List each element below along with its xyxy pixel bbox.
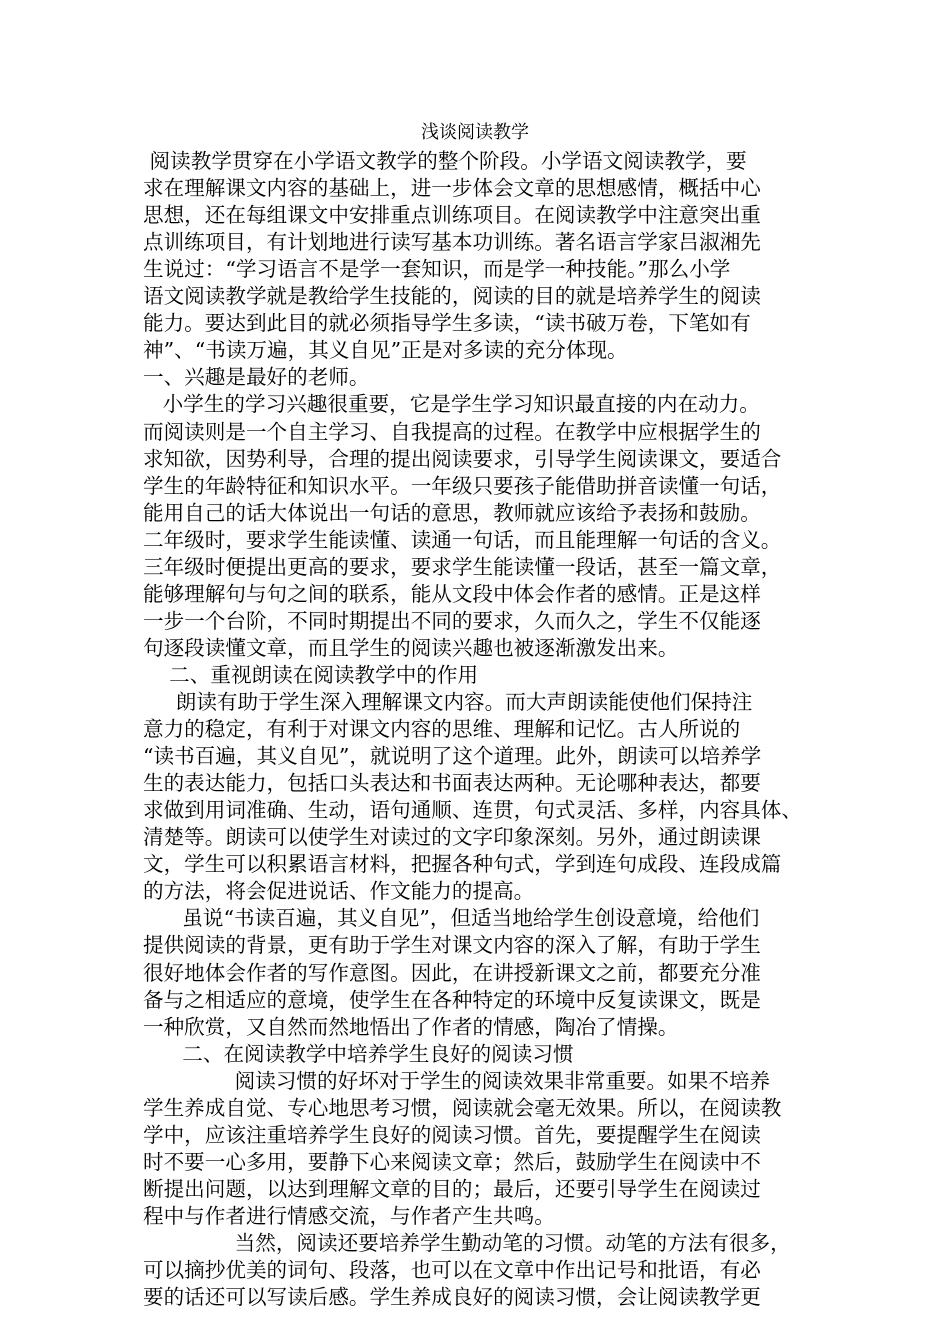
text-line: 要的话还可以写读后感。学生养成良好的阅读习惯，会让阅读教学更	[143, 1285, 761, 1310]
text-line: 当然，阅读还要培养学生勤动笔的习惯。动笔的方法有很多，	[143, 1231, 791, 1255]
text-line: 二年级时，要求学生能读懂、读通一句话，而且能理解一句话的含义。	[143, 527, 782, 552]
text-line: 生说过：“学习语言不是学一套知识，而是学一种技能。”那么小学	[143, 257, 731, 282]
text-line: 程中与作者进行情感交流，与作者产生共鸣。	[143, 1203, 555, 1228]
text-line: 二、重视朗读在阅读教学中的作用	[143, 662, 479, 687]
text-line: 一步一个台阶，不同时期提出不同的要求，久而久之，学生不仅能逐	[143, 608, 761, 633]
text-line: 很好地体会作者的写作意图。因此，在讲授新课文之前，都要充分准	[143, 960, 761, 985]
text-line: 能力。要达到此目的就必须指导学生多读，“读书破万卷，下笔如有	[143, 311, 751, 336]
text-line: 阅读教学贯穿在小学语文教学的整个阶段。小学语文阅读教学，要	[143, 149, 747, 173]
text-line: 三年级时便提出更高的要求，要求学生能读懂一段话，甚至一篇文章，	[143, 554, 782, 579]
text-line: 清楚等。朗读可以使学生对读过的文字印象深刻。另外，通过朗读课	[143, 825, 761, 850]
text-line: 的方法，将会促进说话、作文能力的提高。	[143, 879, 535, 904]
text-line: 时不要一心多用，要静下心来阅读文章；然后，鼓励学生在阅读中不	[143, 1149, 761, 1174]
text-line: 一、兴趣是最好的老师。	[143, 365, 370, 390]
text-line: 朗读有助于学生深入理解课文内容。而大声朗读能使他们保持注	[143, 690, 753, 714]
text-line: 小学生的学习兴趣很重要，它是学生学习知识最直接的内在动力。	[143, 392, 760, 417]
text-line: 点训练项目，有计划地进行读写基本功训练。著名语言学家吕淑湘先	[143, 230, 761, 255]
text-line: 生的表达能力，包括口头表达和书面表达两种。无论哪种表达，都要	[143, 771, 761, 796]
text-line: 二、在阅读教学中培养学生良好的阅读习惯	[143, 1041, 574, 1066]
text-line: 阅读习惯的好坏对于学生的阅读效果非常重要。如果不培养	[143, 1068, 771, 1093]
text-line: 可以摘抄优美的词句、段落，也可以在文章中作出记号和批语，有必	[143, 1258, 761, 1283]
text-line: 备与之相适应的意境，使学生在各种特定的环境中反复读课文，既是	[143, 987, 761, 1012]
text-line: 学生养成自觉、专心地思考习惯，阅读就会毫无效果。所以，在阅读教	[143, 1095, 782, 1120]
text-line: 提供阅读的背景，更有助于学生对课文内容的深入了解，有助于学生	[143, 933, 761, 958]
document-title: 浅谈阅读教学	[421, 122, 529, 143]
text-line: 文，学生可以积累语言材料，把握各种句式，学到连句成段、连段成篇	[143, 852, 782, 877]
text-line: 能够理解句与句之间的联系，能从文段中体会作者的感情。正是这样	[143, 581, 761, 606]
text-line: “读书百遍，其义自见”，就说明了这个道理。此外，朗读可以培养学	[143, 744, 762, 769]
text-line: 求知欲，因势利导，合理的提出阅读要求，引导学生阅读课文，要适合	[143, 446, 782, 471]
text-line: 而阅读则是一个自主学习、自我提高的过程。在教学中应根据学生的	[143, 419, 761, 444]
text-line: 学中，应该注重培养学生良好的阅读习惯。首先，要提醒学生在阅读	[143, 1122, 761, 1147]
text-line: 求做到用词准确、生动，语句通顺、连贯，句式灵活、多样，内容具体、	[143, 798, 802, 823]
text-line: 意力的稳定，有利于对课文内容的思维、理解和记忆。古人所说的	[143, 717, 741, 742]
text-line: 学生的年龄特征和知识水平。一年级只要孩子能借助拼音读懂一句话，	[143, 473, 782, 498]
text-line: 求在理解课文内容的基础上，进一步体会文章的思想感情，概括中心	[143, 176, 761, 201]
text-line: 神”、“书读万遍，其义自见”正是对多读的充分体现。	[143, 338, 628, 363]
text-line: 一种欣赏，又自然而然地悟出了作者的情感，陶冶了情操。	[143, 1014, 679, 1039]
text-line: 语文阅读教学就是教给学生技能的，阅读的目的就是培养学生的阅读	[143, 284, 761, 309]
text-line: 句逐段读懂文章，而且学生的阅读兴趣也被逐渐激发出来。	[143, 635, 679, 660]
text-line: 虽说“书读百遍，其义自见”，但适当地给学生创设意境，给他们	[143, 906, 760, 931]
text-line: 能用自己的话大体说出一句话的意思，教师就应该给予表扬和鼓励。	[143, 500, 761, 525]
text-line: 断提出问题，以达到理解文章的目的；最后，还要引导学生在阅读过	[143, 1176, 761, 1201]
text-line: 思想，还在每组课文中安排重点训练项目。在阅读教学中注意突出重	[143, 203, 761, 228]
